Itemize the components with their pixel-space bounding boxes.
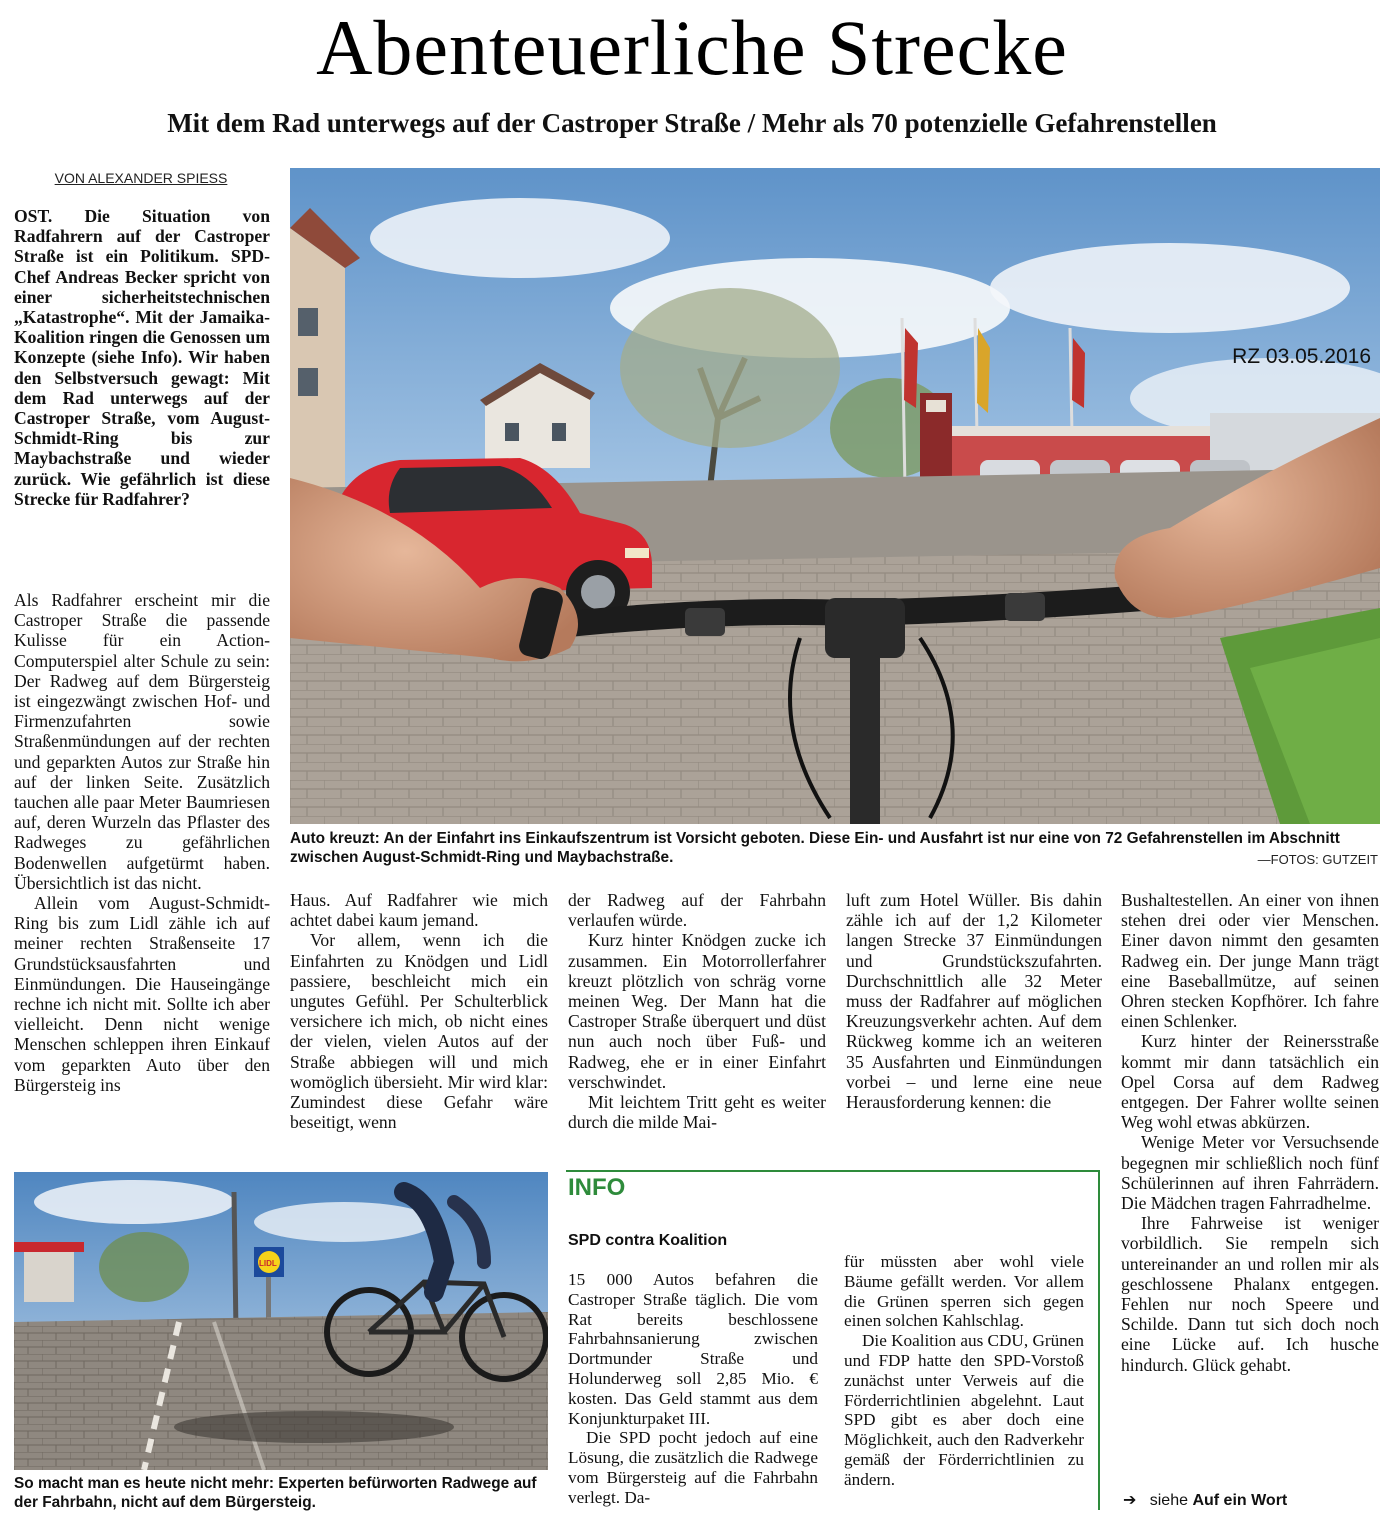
second-photo-caption: So macht man es heute nicht mehr: Experten befürworten Radwege auf der Fahrbahn, nicht auf dem Bürgersteig.: [14, 1475, 537, 1511]
lead-paragraph: OST. Die Situation von Radfahrern auf der Castroper Straße ist ein Politikum. SPD-Chef Andreas Becker spricht von einer sicherheitstechnischen „Katastrophe“. Mit der Jamaika-Koalition ringen die Genossen um Konzepte (siehe Info). Wir haben den Selbstversuch gewagt: Mit dem Rad unterwegs auf der Castroper Straße, vom August-Schmidt-Ring bis zur Maybachstraße und wieder zurück. Wie gefährlich ist diese Strecke für Radfahrer?: [14, 206, 270, 509]
paragraph: Haus. Auf Radfahrer wie mich achtet dabei kaum jemand.: [290, 890, 548, 931]
body-column-4: [846, 890, 1102, 1112]
headline: Abenteuerliche Strecke: [316, 4, 1068, 91]
lidl-sign: LIDL: [259, 1259, 277, 1268]
paragraph: Kurz hinter Knödgen zucke ich zusammen. Ein Motorrollerfahrer kreuzt plötzlich von schräg vorne meinen Weg. Der Mann hat die Castroper Straße überquert und düst nun auch noch über Fuß- und Radweg, ehe er in einer Einfahrt verschwindet.: [568, 930, 826, 1092]
paragraph: 15 000 Autos befahren die Castroper Straße täglich. Die vom Rat bereits beschlossene Fahrbahnsanierung zwischen Dortmunder Straße und Holunderweg soll 2,85 Mio. € kosten. Das Geld stammt aus dem Konjunkturpaket III.: [568, 1270, 818, 1428]
see-also-prefix: siehe: [1149, 1492, 1188, 1509]
paragraph: luft zum Hotel Wüller. Bis dahin zähle ich auf der 1,2 Kilometer langen Strecke 37 Einmündungen und Grundstückszufahrten. Durchschnittlich alle 32 Meter muss der Radfahrer auf möglichen Kreuzungsverkehr achten. Auf dem Rückweg komme ich an weiteren 35 Ausfahrten und Einmündungen vorbei – und lerne eine neue Herausforderung kennen: die: [846, 890, 1102, 1113]
dateline: RZ 03.05.2016: [1232, 345, 1371, 368]
info-box: [566, 1170, 1100, 1510]
main-photo: [290, 168, 1380, 824]
paragraph: für müssten aber wohl viele Bäume gefällt werden. Vor allem die Grünen sperren sich gegen einen solchen Kahlschlag.: [844, 1252, 1084, 1331]
see-also[interactable]: [1123, 1490, 1287, 1512]
paragraph: Vor allem, wenn ich die Einfahrten zu Knödgen und Lidl passiere, beschleicht mich ein ungutes Gefühl. Per Schulterblick versichere ich mich, ob nicht eines der vielen, vielen Autos auf der Straße abbiegen will und mich womöglich übersieht. Mir wird klar: Zumindest diese Gefahr wäre beseitigt, wenn: [290, 930, 548, 1133]
paragraph: Die Koalition aus CDU, Grünen und FDP hatte den SPD-Vorstoß zunächst unter Verweis auf die Förderrichtlinien abgelehnt. Laut SPD gibt es aber doch eine Möglichkeit, auch den Radverkehr gemäß der Förderrichtlinien zu ändern.: [844, 1331, 1084, 1489]
see-also-target[interactable]: Auf ein Wort: [1192, 1492, 1288, 1509]
arrow-right-icon: ➔: [1123, 1492, 1137, 1509]
second-photo-image: [14, 1172, 548, 1470]
paragraph: Ihre Fahrweise ist weniger vorbildlich. Sie rempeln sich untereinander an und rollen mir als geschlossene Phalanx entgegen. Fehlen nur noch Speere und Schilde. Dann tut sich doch noch eine Lücke auf. Ich husche hindurch. Glück gehabt.: [1121, 1213, 1379, 1375]
photo-credit: —FOTOS: GUTZEIT: [1257, 852, 1378, 867]
info-subtitle: SPD contra Koalition: [568, 1232, 728, 1249]
info-column-1: [568, 1270, 818, 1508]
byline: VON ALEXANDER SPIESS: [54, 170, 228, 186]
body-column-3: [568, 890, 826, 1132]
paragraph: Bushaltestellen. An einer von ihnen stehen drei oder vier Menschen. Einer davon nimmt den gesamten Radweg ein. Der junge Mann trägt eine Baseballmütze, auf seinen Ohren stecken Kopfhörer. Ich fahre einen Schlenker.: [1121, 890, 1379, 1032]
paragraph: der Radweg auf der Fahrbahn verlaufen würde.: [568, 890, 826, 931]
second-photo: [14, 1172, 548, 1470]
info-title: INFO: [568, 1174, 626, 1201]
body-column-2: [290, 890, 548, 1132]
subheadline: Mit dem Rad unterwegs auf der Castroper Straße / Mehr als 70 potenzielle Gefahrenstellen: [167, 108, 1217, 138]
main-photo-image: [290, 168, 1380, 824]
paragraph: Die SPD pocht jedoch auf eine Lösung, die zusätzlich die Radwege vom Bürgersteig auf die Fahrbahn verlegt. Da-: [568, 1428, 818, 1507]
paragraph: Allein vom August-Schmidt-Ring bis zum Lidl zähle ich auf meiner rechten Straßenseite 17 Grundstücksausfahrten und Einmündungen. Die Hauseingänge rechne ich nicht mit. Sollte ich aber vielleicht. Denn nicht wenige Menschen schleppen ihren Einkauf vom geparkten Auto über den Bürgersteig ins: [14, 893, 270, 1095]
paragraph: Wenige Meter vor Versuchsende begegnen mir schließlich noch fünf Schülerinnen auf ihren Fahrrädern. Die Mädchen tragen Fahrradhelme.: [1121, 1132, 1379, 1214]
paragraph: Mit leichtem Tritt geht es weiter durch die milde Mai-: [568, 1092, 826, 1133]
body-column-5: [1121, 890, 1379, 1375]
body-column-1: [14, 590, 270, 1095]
paragraph: Als Radfahrer erscheint mir die Castroper Straße die passende Kulisse für ein Action-Computerspiel alter Schule zu sein: Der Radweg auf dem Bürgersteig ist eingezwängt zwischen Hof- und Firmenzufahrten sowie Straßenmündungen auf der rechten und geparkten Autos zur Straße hin auf der linken Seite. Zusätzlich tauchen alle paar Meter Baumriesen auf, deren Wurzeln das Pflaster des Radweges zu gefährlichen Bodenwellen aufgetürmt haben. Übersichtlich ist das nicht.: [14, 590, 270, 893]
info-column-2: [844, 1252, 1084, 1490]
main-photo-caption: Auto kreuzt: An der Einfahrt ins Einkaufszentrum ist Vorsicht geboten. Diese Ein- und Ausfahrt ist nur eine von 72 Gefahrenstellen im Abschnitt zwischen August-Schmidt-Ring und Maybachstraße.: [290, 830, 1340, 866]
paragraph: Kurz hinter der Reinersstraße kommt mir dann tatsächlich ein Opel Corsa auf dem Radweg entgegen. Der Fahrer wollte seinen Weg wohl etwas abkürzen.: [1121, 1031, 1379, 1133]
